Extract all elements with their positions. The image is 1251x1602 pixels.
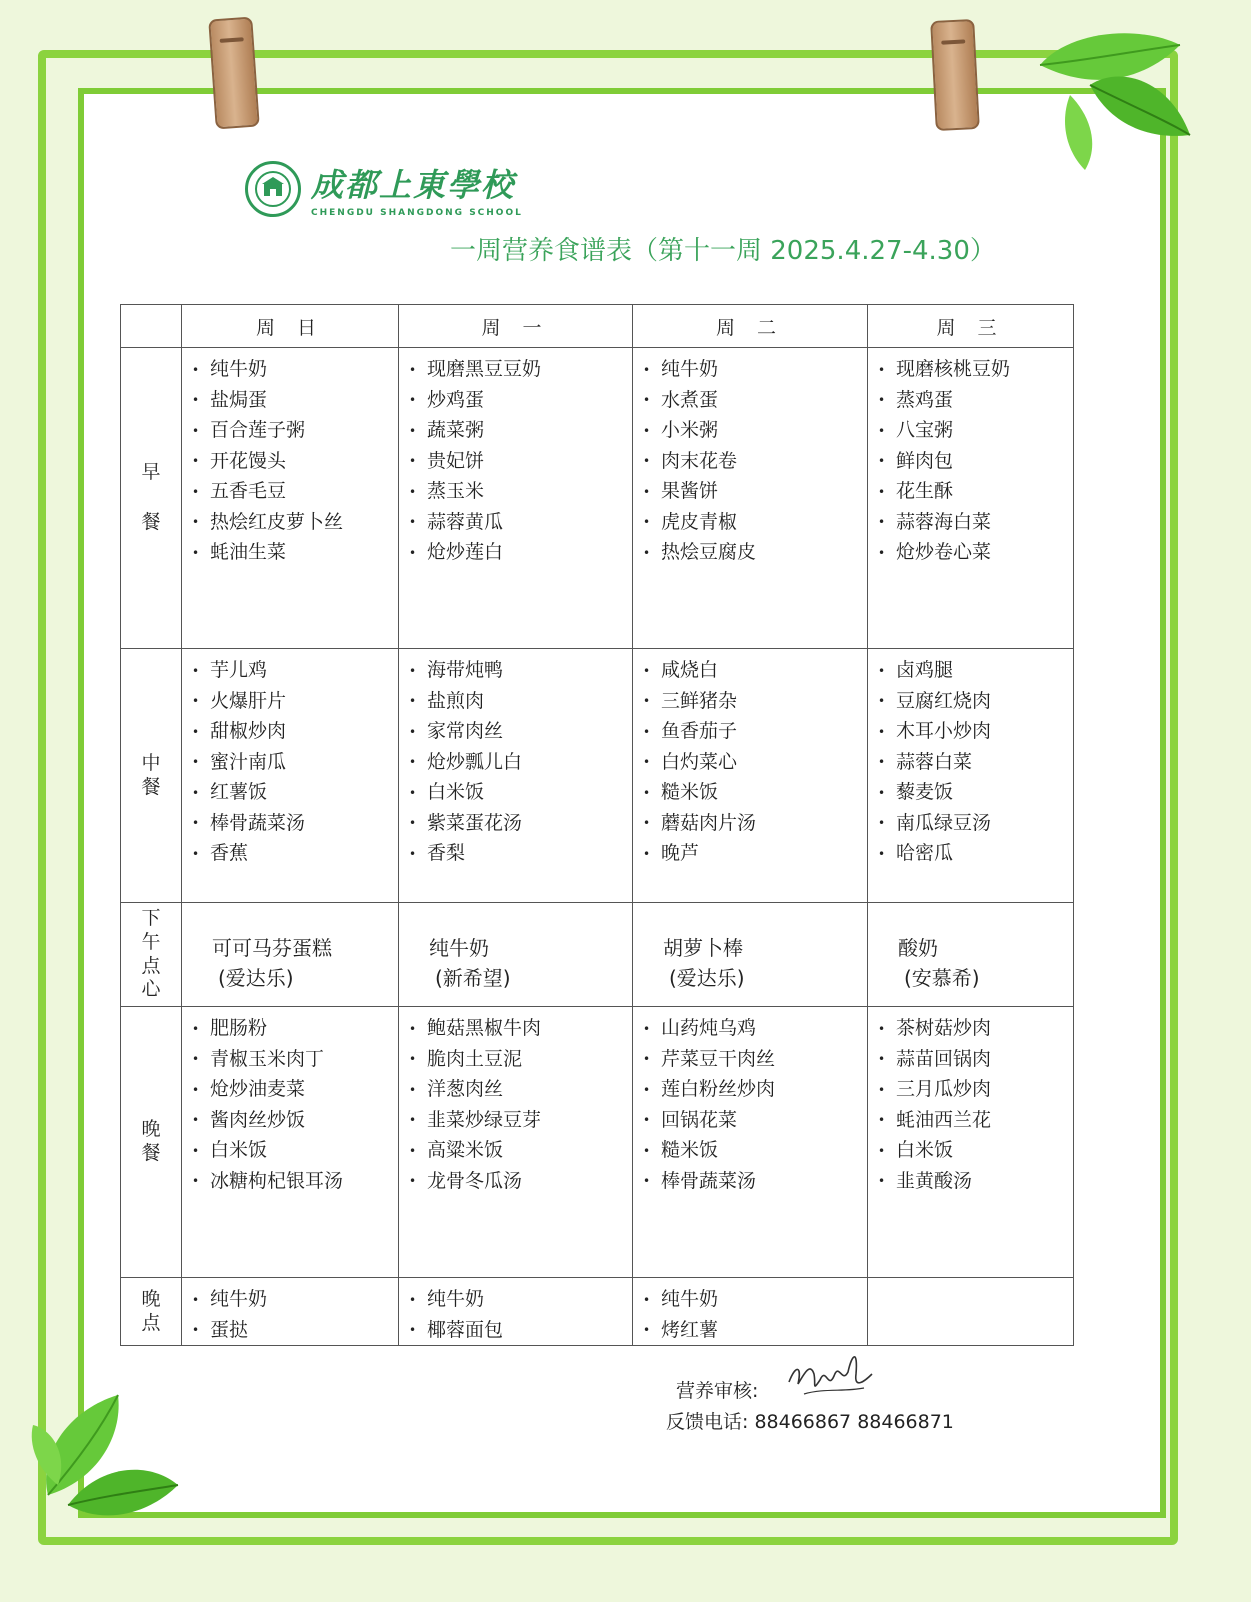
dish-name: 蜜汁南瓜 xyxy=(210,750,287,773)
snack-brand: (新希望) xyxy=(435,966,511,990)
dish-item xyxy=(643,838,867,869)
dish-name: 盐焗蛋 xyxy=(210,388,268,411)
school-logo xyxy=(245,160,523,218)
snack-entry xyxy=(633,903,867,993)
dish-item xyxy=(192,507,398,538)
dish-item xyxy=(878,655,1073,686)
dish-name: 白灼菜心 xyxy=(661,750,738,773)
menu-cell xyxy=(868,1007,1074,1278)
dish-item xyxy=(409,385,632,416)
dish-list xyxy=(182,1013,398,1196)
dish-item xyxy=(409,1315,632,1346)
meal-row xyxy=(121,1007,1074,1278)
dish-list xyxy=(399,1013,632,1196)
meal-label xyxy=(121,903,182,1007)
dish-name: 咸烧白 xyxy=(661,659,719,681)
dish-name: 贵妃饼 xyxy=(427,449,485,472)
dish-name: 肉末花卷 xyxy=(661,449,738,472)
menu-cell xyxy=(182,1278,399,1346)
snack-name: 酸奶 xyxy=(898,936,938,960)
dish-name: 高粱米饭 xyxy=(427,1139,504,1161)
dish-item xyxy=(878,385,1073,416)
dish-list xyxy=(182,354,398,568)
dish-name: 三鲜猪杂 xyxy=(661,689,738,712)
dish-name: 韭菜炒绿豆芽 xyxy=(427,1108,542,1131)
meal-label-char: 餐 xyxy=(141,1142,161,1164)
dish-name: 蒜苗回锅肉 xyxy=(896,1047,992,1070)
dish-item xyxy=(192,655,398,686)
dish-name: 小米粥 xyxy=(661,419,719,441)
meal-row xyxy=(121,1278,1074,1346)
dish-item xyxy=(409,415,632,446)
dish-name: 蒜蓉海白菜 xyxy=(896,510,992,533)
dish-list xyxy=(633,655,867,869)
snack-brand: (爱达乐) xyxy=(669,966,745,990)
dish-list xyxy=(399,1284,632,1345)
dish-item xyxy=(643,808,867,839)
dish-item xyxy=(409,354,632,385)
dish-item xyxy=(878,747,1073,778)
dish-item xyxy=(643,1044,867,1075)
dish-item xyxy=(192,747,398,778)
dish-item xyxy=(643,1166,867,1197)
dish-name: 百合莲子粥 xyxy=(210,419,306,441)
dish-name: 火爆肝片 xyxy=(210,689,287,712)
dish-name: 青椒玉米肉丁 xyxy=(210,1047,325,1070)
dish-name: 热烩红皮萝卜丝 xyxy=(210,510,344,533)
menu-cell xyxy=(399,1007,633,1278)
dish-item xyxy=(878,1105,1073,1136)
dish-name: 炝炒卷心菜 xyxy=(896,541,992,563)
dish-item xyxy=(192,354,398,385)
meal-label-char: 中 xyxy=(141,751,161,774)
dish-name: 炝炒油麦菜 xyxy=(210,1078,306,1100)
dish-item xyxy=(878,446,1073,477)
meal-label-char: 餐 xyxy=(141,511,161,533)
dish-item xyxy=(192,476,398,507)
snack-entry xyxy=(182,903,398,993)
menu-cell xyxy=(399,649,633,903)
meal-label xyxy=(121,348,182,649)
meal-label xyxy=(121,649,182,903)
dish-name: 蒜蓉黄瓜 xyxy=(427,510,504,533)
day-header: 周 日 xyxy=(182,305,399,348)
snack-brand: (安慕希) xyxy=(904,966,980,990)
dish-item xyxy=(409,1135,632,1166)
snack-name: 胡萝卜棒 xyxy=(663,936,743,960)
meal-row xyxy=(121,903,1074,1007)
dish-item xyxy=(643,476,867,507)
dish-list xyxy=(633,1013,867,1196)
dish-item xyxy=(878,476,1073,507)
dish-item xyxy=(409,1013,632,1044)
dish-name: 蚝油西兰花 xyxy=(896,1108,992,1131)
dish-name: 现磨核桃豆奶 xyxy=(896,358,1011,380)
dish-name: 棒骨蔬菜汤 xyxy=(661,1169,757,1192)
dish-item xyxy=(878,1044,1073,1075)
dish-name: 白米饭 xyxy=(427,781,485,803)
meal-label-char: 下 xyxy=(141,907,161,929)
dish-item xyxy=(409,1166,632,1197)
dish-name: 炝炒瓢儿白 xyxy=(427,750,523,773)
dish-item xyxy=(878,1013,1073,1044)
meal-label-char: 点 xyxy=(141,1311,161,1334)
dish-name: 炒鸡蛋 xyxy=(427,388,485,411)
dish-item xyxy=(643,747,867,778)
dish-name: 白米饭 xyxy=(896,1139,954,1161)
dish-name: 韭黄酸汤 xyxy=(896,1169,973,1192)
dish-item xyxy=(643,1074,867,1105)
dish-item xyxy=(643,777,867,808)
menu-cell xyxy=(182,348,399,649)
dish-name: 热烩豆腐皮 xyxy=(661,541,757,563)
dish-name: 山药炖乌鸡 xyxy=(661,1017,757,1039)
dish-item xyxy=(192,777,398,808)
meal-label-char: 晚 xyxy=(141,1287,161,1310)
dish-item xyxy=(409,1284,632,1315)
dish-item xyxy=(878,777,1073,808)
meal-label-char: 餐 xyxy=(141,775,161,798)
meal-row xyxy=(121,649,1074,903)
reviewer-signature-icon xyxy=(784,1344,879,1406)
dish-name: 纯牛奶 xyxy=(661,1288,719,1310)
dish-name: 蒸玉米 xyxy=(427,480,485,502)
dish-item xyxy=(643,446,867,477)
dish-item xyxy=(409,838,632,869)
dish-name: 白米饭 xyxy=(210,1139,268,1161)
meal-label xyxy=(121,1278,182,1346)
dish-list xyxy=(399,655,632,869)
dish-item xyxy=(409,655,632,686)
dish-item xyxy=(409,686,632,717)
dish-name: 莲白粉丝炒肉 xyxy=(661,1078,776,1100)
day-header: 周 二 xyxy=(633,305,868,348)
dish-item xyxy=(878,507,1073,538)
dish-name: 水煮蛋 xyxy=(661,388,719,411)
dish-name: 香蕉 xyxy=(210,842,249,864)
menu-cell xyxy=(868,903,1074,1007)
meal-row xyxy=(121,348,1074,649)
dish-name: 洋葱肉丝 xyxy=(427,1078,504,1100)
dish-name: 冰糖枸杞银耳汤 xyxy=(210,1169,344,1192)
meal-label-char: 点 xyxy=(141,954,161,977)
dish-name: 龙骨冬瓜汤 xyxy=(427,1169,523,1192)
menu-cell xyxy=(399,903,633,1007)
menu-cell xyxy=(399,1278,633,1346)
dish-item xyxy=(192,537,398,568)
meal-label-char: 午 xyxy=(141,930,161,953)
dish-item xyxy=(409,537,632,568)
dish-name: 虎皮青椒 xyxy=(661,510,738,533)
dish-name: 脆肉土豆泥 xyxy=(427,1047,523,1070)
menu-cell xyxy=(868,649,1074,903)
dish-name: 糙米饭 xyxy=(661,781,719,803)
dish-list xyxy=(868,655,1073,869)
dish-name: 晚芦 xyxy=(661,842,700,864)
dish-item xyxy=(643,655,867,686)
dish-item xyxy=(643,507,867,538)
menu-cell xyxy=(868,1278,1074,1346)
snack-entry xyxy=(868,903,1073,993)
meal-label xyxy=(121,1007,182,1278)
menu-cell xyxy=(633,1278,868,1346)
dish-name: 果酱饼 xyxy=(661,480,719,502)
dish-name: 卤鸡腿 xyxy=(896,659,954,681)
dish-item xyxy=(409,446,632,477)
meal-label-char: 心 xyxy=(141,978,161,1001)
dish-name: 鲍菇黑椒牛肉 xyxy=(427,1017,542,1039)
dish-list xyxy=(868,1013,1073,1196)
top-right-leaves-icon xyxy=(1030,25,1195,175)
dish-name: 蛋挞 xyxy=(210,1318,249,1341)
dish-name: 豆腐红烧肉 xyxy=(896,689,992,712)
dish-item xyxy=(192,446,398,477)
menu-cell xyxy=(182,903,399,1007)
dish-name: 酱肉丝炒饭 xyxy=(210,1108,306,1131)
dish-item xyxy=(643,1315,867,1346)
dish-item xyxy=(878,808,1073,839)
menu-cell xyxy=(868,348,1074,649)
left-clip-icon xyxy=(208,17,260,130)
dish-item xyxy=(409,716,632,747)
dish-item xyxy=(878,716,1073,747)
dish-name: 开花馒头 xyxy=(210,449,287,472)
dish-item xyxy=(643,1284,867,1315)
dish-item xyxy=(878,686,1073,717)
dish-item xyxy=(192,1284,398,1315)
dish-name: 芋儿鸡 xyxy=(210,659,268,681)
snack-name: 纯牛奶 xyxy=(429,936,489,960)
dish-name: 纯牛奶 xyxy=(210,1288,268,1310)
dish-item xyxy=(192,838,398,869)
dish-name: 纯牛奶 xyxy=(661,358,719,380)
dish-item xyxy=(192,1315,398,1346)
dish-item xyxy=(192,716,398,747)
dish-item xyxy=(878,1074,1073,1105)
right-clip-icon xyxy=(930,19,980,131)
meal-label-char: 早 xyxy=(141,461,161,484)
school-seal-icon xyxy=(245,161,301,217)
dish-item xyxy=(643,1013,867,1044)
dish-item xyxy=(643,385,867,416)
dish-item xyxy=(192,1105,398,1136)
dish-item xyxy=(409,1044,632,1075)
dish-list xyxy=(633,354,867,568)
snack-brand: (爱达乐) xyxy=(218,966,294,990)
dish-item xyxy=(409,476,632,507)
dish-item xyxy=(878,537,1073,568)
dish-list xyxy=(182,1284,398,1345)
dish-item xyxy=(192,1074,398,1105)
dish-item xyxy=(409,507,632,538)
dish-item xyxy=(409,747,632,778)
dish-name: 蒜蓉白菜 xyxy=(896,750,973,773)
dish-name: 纯牛奶 xyxy=(210,358,268,380)
dish-name: 南瓜绿豆汤 xyxy=(896,811,992,834)
dish-name: 三月瓜炒肉 xyxy=(896,1078,992,1100)
dish-item xyxy=(643,686,867,717)
corner-cell xyxy=(121,305,182,348)
dish-name: 盐煎肉 xyxy=(427,689,485,712)
dish-item xyxy=(192,1166,398,1197)
dish-name: 炝炒莲白 xyxy=(427,541,504,563)
menu-cell xyxy=(633,903,868,1007)
dish-item xyxy=(643,537,867,568)
dish-item xyxy=(878,838,1073,869)
dish-name: 棒骨蔬菜汤 xyxy=(210,811,306,834)
dish-name: 五香毛豆 xyxy=(210,480,287,502)
school-name-cn: 成都上東學校 xyxy=(311,166,516,204)
dish-name: 香梨 xyxy=(427,842,466,864)
dish-item xyxy=(409,1105,632,1136)
dish-item xyxy=(643,354,867,385)
dish-item xyxy=(878,1135,1073,1166)
dish-name: 藜麦饭 xyxy=(896,781,954,803)
day-header-row xyxy=(121,305,1074,348)
dish-name: 椰蓉面包 xyxy=(427,1318,504,1341)
dish-item xyxy=(409,777,632,808)
dish-name: 烤红薯 xyxy=(661,1318,719,1341)
dish-item xyxy=(878,354,1073,385)
dish-name: 蔬菜粥 xyxy=(427,419,485,441)
dish-list xyxy=(182,655,398,869)
dish-item xyxy=(192,385,398,416)
dish-name: 甜椒炒肉 xyxy=(210,720,287,742)
dish-name: 糙米饭 xyxy=(661,1139,719,1161)
menu-cell xyxy=(182,649,399,903)
dish-item xyxy=(878,1166,1073,1197)
dish-name: 肥肠粉 xyxy=(210,1017,268,1039)
dish-item xyxy=(192,686,398,717)
dish-name: 现磨黑豆豆奶 xyxy=(427,358,542,380)
dish-name: 家常肉丝 xyxy=(427,720,504,742)
dish-name: 鲜肉包 xyxy=(896,449,954,472)
dish-item xyxy=(643,716,867,747)
dish-name: 八宝粥 xyxy=(896,419,954,441)
dish-item xyxy=(192,1135,398,1166)
menu-cell xyxy=(182,1007,399,1278)
dish-name: 蚝油生菜 xyxy=(210,541,287,563)
dish-name: 红薯饭 xyxy=(210,781,268,803)
dish-item xyxy=(409,808,632,839)
dish-item xyxy=(643,1135,867,1166)
feedback-phone: 反馈电话: 88466867 88466871 xyxy=(666,1411,954,1433)
dish-name: 芹菜豆干肉丝 xyxy=(661,1047,776,1070)
menu-cell xyxy=(633,1007,868,1278)
snack-entry xyxy=(399,903,632,993)
dish-item xyxy=(192,415,398,446)
menu-cell xyxy=(633,348,868,649)
dish-item xyxy=(643,1105,867,1136)
dish-name: 纯牛奶 xyxy=(427,1288,485,1310)
menu-cell xyxy=(399,348,633,649)
page-title: 一周营养食谱表（第十一周 2025.4.27-4.30） xyxy=(450,236,996,266)
dish-item xyxy=(643,415,867,446)
day-header: 周 一 xyxy=(399,305,633,348)
weekly-menu-table xyxy=(120,304,1074,1346)
dish-item xyxy=(409,1074,632,1105)
dish-name: 茶树菇炒肉 xyxy=(896,1017,992,1039)
menu-cell xyxy=(633,649,868,903)
dish-name: 回锅花菜 xyxy=(661,1108,738,1131)
nutrition-review-label: 营养审核: xyxy=(676,1380,759,1402)
bottom-left-leaves-icon xyxy=(28,1385,188,1530)
dish-list xyxy=(868,354,1073,568)
dish-list xyxy=(633,1284,867,1345)
dish-name: 海带炖鸭 xyxy=(427,659,504,681)
dish-name: 哈密瓜 xyxy=(896,842,954,864)
dish-name: 紫菜蛋花汤 xyxy=(427,811,523,834)
dish-list xyxy=(399,354,632,568)
meal-label-char: 晚 xyxy=(141,1118,161,1141)
dish-name: 木耳小炒肉 xyxy=(896,720,992,742)
dish-name: 鱼香茄子 xyxy=(661,720,738,742)
dish-item xyxy=(192,1013,398,1044)
snack-name: 可可马芬蛋糕 xyxy=(212,936,332,960)
dish-name: 蘑菇肉片汤 xyxy=(661,811,757,834)
dish-item xyxy=(192,1044,398,1075)
dish-name: 蒸鸡蛋 xyxy=(896,388,954,411)
dish-name: 花生酥 xyxy=(896,480,954,502)
day-header: 周 三 xyxy=(868,305,1074,348)
school-name-en: CHENGDU SHANGDONG SCHOOL xyxy=(311,208,523,218)
dish-item xyxy=(878,415,1073,446)
dish-item xyxy=(192,808,398,839)
